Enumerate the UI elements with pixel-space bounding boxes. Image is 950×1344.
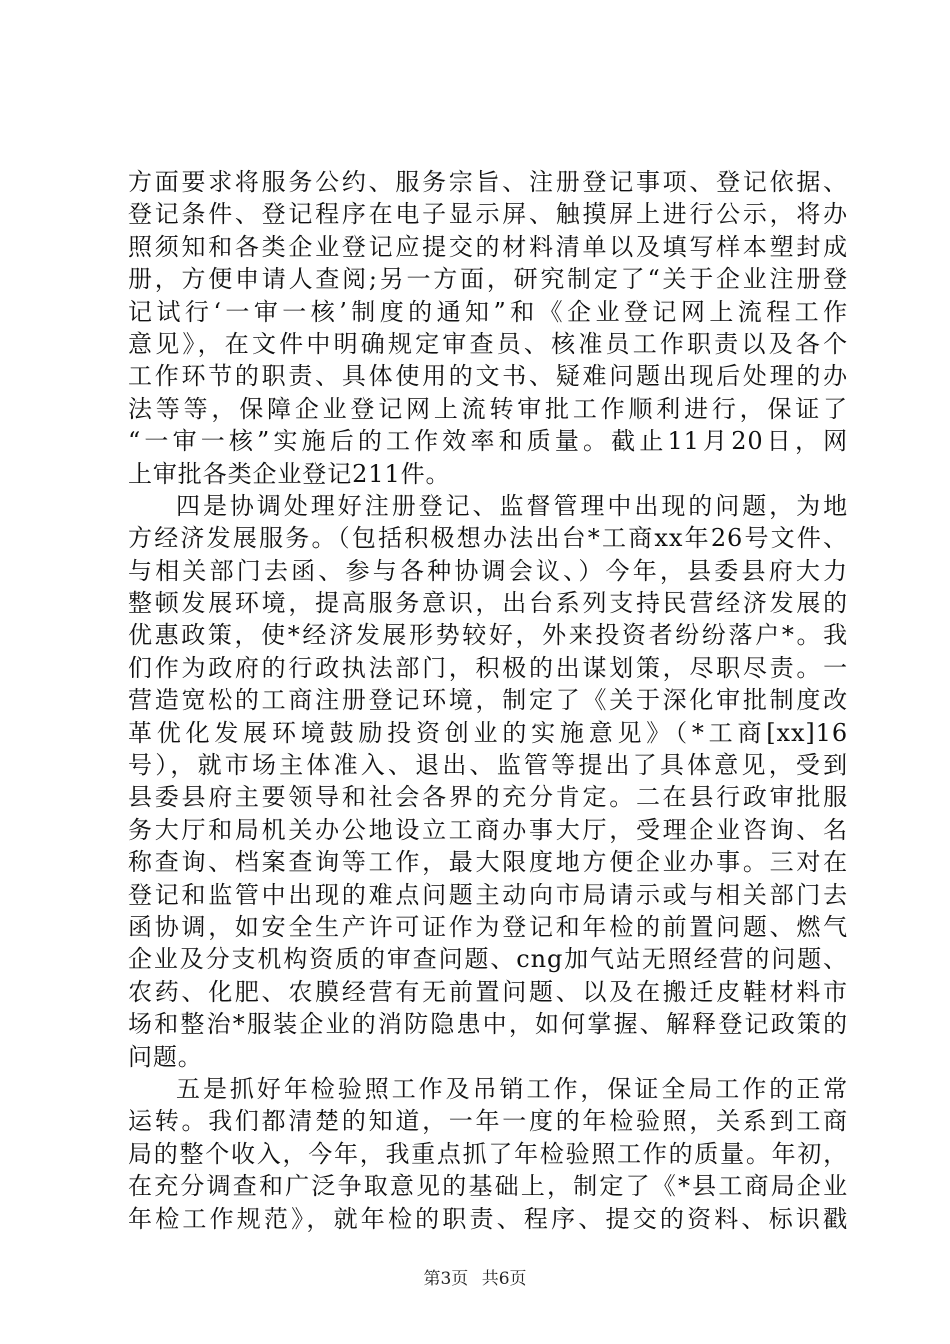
text-line: 优惠政策，使*经济发展形势较好，外来投资者纷纷落户*。我 bbox=[128, 621, 848, 650]
paragraph bbox=[128, 1073, 848, 1235]
text-line: 登记和监管中出现的难点问题主动向市局请示或与相关部门去 bbox=[128, 880, 848, 909]
text-line: 照须知和各类企业登记应提交的材料清单以及填写样本塑封成 bbox=[128, 232, 848, 261]
text-line: 工作环节的职责、具体使用的文书、疑难问题出现后处理的办 bbox=[128, 362, 848, 391]
page-number: 第3页 bbox=[423, 1269, 469, 1289]
text-line: 记试行‘一审一核’制度的通知”和《企业登记网上流程工作 bbox=[128, 297, 848, 326]
text-line: “一审一核”实施后的工作效率和质量。截止11月20日，网 bbox=[128, 427, 848, 456]
text-line: 五是抓好年检验照工作及吊销工作，保证全局工作的正常 bbox=[176, 1074, 848, 1103]
text-line: 们作为政府的行政执法部门，积极的出谋划策，尽职尽责。一 bbox=[128, 653, 848, 682]
text-line: 方经济发展服务。（包括积极想办法出台*工商xx年26号文件、 bbox=[128, 524, 848, 553]
text-line: 务大厅和局机关办公地设立工商办事大厅，受理企业咨询、名 bbox=[128, 815, 848, 844]
text-line: 登记条件、登记程序在电子显示屏、触摸屏上进行公示，将办 bbox=[128, 200, 848, 229]
text-line: 场和整治*服装企业的消防隐患中，如何掌握、解释登记政策的 bbox=[128, 1010, 848, 1039]
text-line: 革优化发展环境鼓励投资创业的实施意见》（*工商[xx]16 bbox=[128, 718, 848, 747]
paragraph bbox=[128, 490, 848, 1073]
text-line: 县委县府主要领导和社会各界的充分肯定。二在县行政审批服 bbox=[128, 783, 848, 812]
text-line: 营造宽松的工商注册登记环境，制定了《关于深化审批制度改 bbox=[128, 686, 848, 715]
text-line: 问题。 bbox=[128, 1042, 203, 1071]
text-line: 与相关部门去函、参与各种协调会议、）今年，县委县府大力 bbox=[128, 556, 848, 585]
paragraph bbox=[128, 166, 848, 490]
text-line: 企业及分支机构资质的审查问题、cng加气站无照经营的问题、 bbox=[128, 945, 848, 974]
text-line: 农药、化肥、农膜经营有无前置问题、以及在搬迁皮鞋材料市 bbox=[128, 977, 848, 1006]
text-line: 称查询、档案查询等工作，最大限度地方便企业办事。三对在 bbox=[128, 848, 848, 877]
text-line: 整顿发展环境，提高服务意识，出台系列支持民营经济发展的 bbox=[128, 589, 848, 618]
text-line: 上审批各类企业登记211件。 bbox=[128, 459, 451, 488]
text-line: 意见》，在文件中明确规定审查员、核准员工作职责以及各个 bbox=[128, 329, 848, 358]
text-line: 局的整个收入，今年，我重点抓了年检验照工作的质量。年初， bbox=[128, 1139, 848, 1168]
text-line: 四是协调处理好注册登记、监督管理中出现的问题，为地 bbox=[176, 491, 848, 520]
text-line: 运转。我们都清楚的知道，一年一度的年检验照，关系到工商 bbox=[128, 1107, 848, 1136]
page-footer bbox=[0, 1268, 950, 1290]
text-line: 在充分调查和广泛争取意见的基础上，制定了《*县工商局企业 bbox=[128, 1172, 848, 1201]
text-line: 函协调，如安全生产许可证作为登记和年检的前置问题、燃气 bbox=[128, 912, 848, 941]
text-line: 法等等，保障企业登记网上流转审批工作顺利进行，保证了 bbox=[128, 394, 848, 423]
text-line: 册，方便申请人查阅;另一方面，研究制定了“关于企业注册登 bbox=[128, 265, 848, 294]
text-line: 号），就市场主体准入、退出、监管等提出了具体意见，受到 bbox=[128, 751, 848, 780]
text-line: 方面要求将服务公约、服务宗旨、注册登记事项、登记依据、 bbox=[128, 168, 848, 196]
document-body bbox=[128, 166, 848, 1235]
text-line: 年检工作规范》，就年检的职责、程序、提交的资料、标识戳 bbox=[128, 1204, 848, 1233]
page-total: 共6页 bbox=[481, 1269, 527, 1289]
